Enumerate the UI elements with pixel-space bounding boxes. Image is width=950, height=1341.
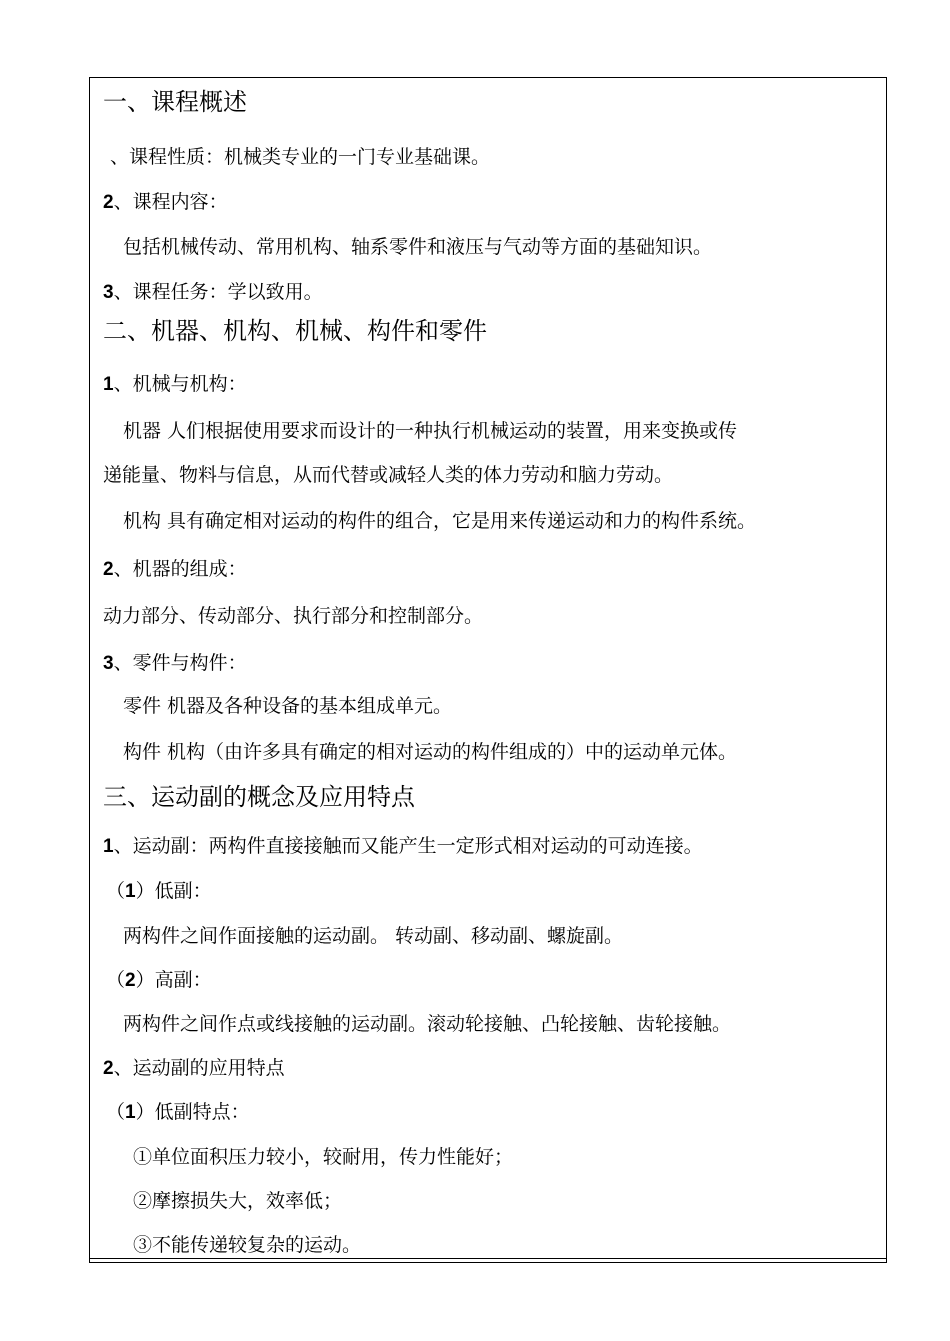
- section-heading: 三、运动副的概念及应用特点: [103, 783, 415, 811]
- section-heading: 一、课程概述: [103, 88, 247, 116]
- numbered-line: 3、课程任务：学以致用。: [103, 281, 323, 303]
- numbered-line: 2、机器的组成：: [103, 558, 247, 580]
- text-line: 机构 具有确定相对运动的构件的组合，它是用来传递运动和力的构件系统。: [123, 510, 757, 532]
- text-line: ③不能传递较复杂的运动。: [133, 1234, 362, 1256]
- text-line: 动力部分、传动部分、执行部分和控制部分。: [103, 605, 484, 627]
- numbered-line: 2、课程内容：: [103, 191, 228, 213]
- text-line: 两构件之间作点或线接触的运动副。滚动轮接触、凸轮接触、齿轮接触。: [123, 1013, 732, 1035]
- text-line: 零件 机器及各种设备的基本组成单元。: [123, 695, 453, 717]
- numbered-line: 1、运动副：两构件直接接触而又能产生一定形式相对运动的可动连接。: [103, 835, 703, 857]
- numbered-line: （1）低副：: [106, 880, 212, 902]
- numbered-line: 3、零件与构件：: [103, 652, 247, 674]
- text-line: 包括机械传动、常用机构、轴系零件和液压与气动等方面的基础知识。: [123, 236, 713, 258]
- text-line: 构件 机构（由许多具有确定的相对运动的构件组成的）中的运动单元体。: [123, 741, 738, 763]
- text-line: 机器 人们根据使用要求而设计的一种执行机械运动的装置，用来变换或传: [123, 420, 738, 442]
- text-line: ①单位面积压力较小，较耐用，传力性能好；: [133, 1146, 514, 1168]
- numbered-line: （1）低副特点：: [106, 1101, 250, 1123]
- section-heading: 二、机器、机构、机械、构件和零件: [103, 317, 487, 345]
- text-line: 递能量、物料与信息，从而代替或减轻人类的体力劳动和脑力劳动。: [103, 464, 674, 486]
- text-line: ②摩擦损失大，效率低；: [133, 1190, 343, 1212]
- text-line: 、课程性质：机械类专业的一门专业基础课。: [110, 146, 491, 168]
- numbered-line: 1、机械与机构：: [103, 373, 247, 395]
- numbered-line: 2、运动副的应用特点: [103, 1057, 285, 1079]
- numbered-line: （2）高副：: [106, 969, 212, 991]
- text-line: 两构件之间作面接触的运动副。 转动副、移动副、螺旋副。: [123, 925, 624, 947]
